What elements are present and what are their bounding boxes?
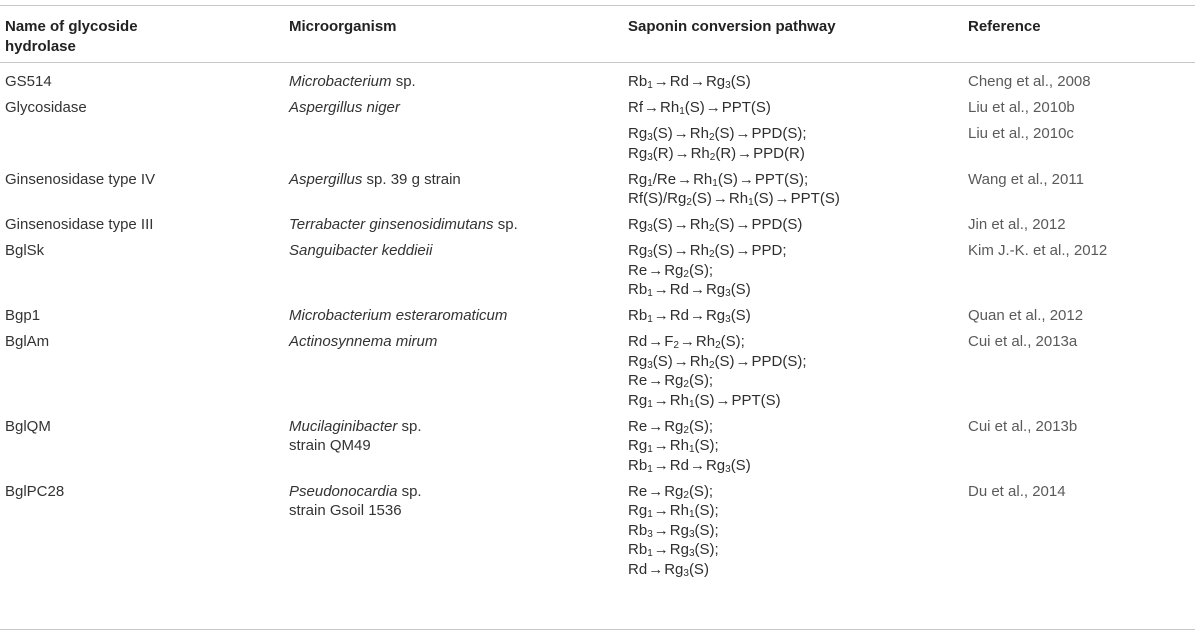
compound-text: Rg [628, 242, 648, 259]
compound-text: (S) [652, 352, 673, 370]
microorganism-line [289, 306, 589, 326]
compound-subscript: 3 [647, 249, 653, 260]
compound-text: (S); [694, 521, 719, 539]
cell-reference: Cui et al., 2013b [968, 417, 1078, 435]
compound-text: PPT(S); [754, 170, 809, 188]
pathway-line [628, 98, 938, 118]
arrow-right-icon: → [648, 417, 664, 435]
header-microorganism: Microorganism [289, 18, 397, 35]
pathway-line [628, 436, 938, 456]
compound-text: PPD(S); [751, 125, 807, 142]
pathway-line [628, 540, 938, 560]
compound-text: PPD(S) [751, 216, 803, 233]
cell-reference: Liu et al., 2010c [968, 125, 1074, 142]
compound-subscript: 1 [647, 288, 653, 299]
arrow-right-icon: → [648, 560, 664, 578]
arrow-right-icon: → [648, 372, 664, 389]
cell-conversion-pathway [628, 332, 938, 410]
table-row [0, 482, 1200, 586]
microorganism-line [289, 482, 589, 502]
header-name-of-glycoside-hydrolase: Name of glycoside hydrolase [5, 18, 138, 55]
cell-conversion-pathway [628, 482, 938, 580]
arrow-right-icon: → [653, 281, 669, 298]
arrow-right-icon: → [774, 190, 790, 207]
compound-subscript: 3 [725, 314, 731, 325]
arrow-right-icon: → [674, 144, 690, 162]
compound-subscript: 3 [647, 528, 653, 540]
compound-text: (S); [720, 333, 745, 350]
compound-subscript: 1 [712, 177, 718, 189]
cell-conversion-pathway [628, 170, 938, 209]
arrow-right-icon: → [689, 307, 705, 324]
compound-subscript: 2 [708, 223, 715, 234]
species-name: Pseudonocardia [289, 482, 398, 500]
cell-reference: Cheng et al., 2008 [968, 73, 1091, 90]
microorganism-line [289, 72, 589, 92]
species-qualifier: sp. [397, 417, 422, 435]
compound-text: Rh [669, 502, 689, 519]
pathway-line [628, 72, 938, 92]
compound-subscript: 1 [647, 548, 653, 559]
cell-reference: Liu et al., 2010b [968, 99, 1075, 116]
cell-microorganism [289, 482, 589, 521]
compound-subscript: 3 [647, 132, 653, 143]
compound-subscript: 2 [683, 379, 689, 390]
pathway-line [628, 144, 938, 164]
pathway-line [628, 241, 938, 261]
species-qualifier: strain Gsoil 1536 [289, 502, 402, 519]
compound-text: Rf [628, 99, 643, 116]
compound-text: (S) [688, 560, 709, 578]
table-bottom-rule [0, 629, 1195, 630]
compound-text: (S) [730, 73, 751, 90]
compound-text: PPD(R) [753, 144, 805, 162]
compound-text: Rg [664, 417, 684, 435]
compound-text: (S); [694, 437, 719, 454]
compound-text: Rb [628, 73, 648, 90]
compound-text: Rg [628, 144, 648, 162]
compound-text: Rg [628, 125, 648, 142]
species-qualifier: sp. [397, 482, 422, 500]
compound-text: (R) [715, 144, 737, 162]
compound-text: Rb [628, 541, 648, 558]
compound-text: (S); [688, 482, 714, 500]
compound-text: (S) [714, 125, 735, 142]
compound-text: Rh [660, 99, 680, 116]
compound-text: Rd [669, 307, 689, 324]
compound-subscript: 1 [647, 463, 653, 475]
arrow-right-icon: → [735, 125, 751, 142]
pathway-line [628, 456, 938, 476]
cell-enzyme-name: GS514 [5, 73, 52, 90]
compound-text: Rb [628, 521, 648, 539]
cell-enzyme-name: BglQM [5, 417, 51, 435]
species-name: Aspergillus [289, 170, 363, 188]
compound-text: Rg [664, 372, 684, 389]
pathway-line [628, 280, 938, 300]
microorganism-line [289, 241, 589, 261]
cell-conversion-pathway [628, 72, 938, 92]
arrow-right-icon: → [653, 456, 669, 474]
species-qualifier: strain QM49 [289, 437, 371, 454]
table-row [0, 306, 1200, 332]
microorganism-line [289, 501, 589, 521]
arrow-right-icon: → [648, 333, 664, 350]
compound-subscript: 1 [748, 197, 754, 208]
arrow-right-icon: → [689, 281, 705, 298]
cell-reference: Wang et al., 2011 [968, 170, 1084, 188]
compound-text: (S) [684, 99, 705, 116]
compound-text: Rh [689, 352, 709, 370]
table-row [0, 124, 1200, 170]
species-name: Aspergillus niger [289, 99, 400, 116]
compound-text: Rd [669, 281, 689, 298]
cell-microorganism [289, 98, 589, 118]
pathway-line [628, 170, 938, 190]
compound-subscript: 3 [688, 548, 695, 559]
compound-subscript: 2 [683, 268, 689, 280]
compound-text: Rh [689, 216, 709, 233]
cell-conversion-pathway [628, 417, 938, 476]
compound-text: Rh [669, 391, 689, 409]
compound-subscript: 1 [647, 509, 653, 520]
compound-text: PPT(S) [790, 190, 840, 207]
compound-text: (S) [714, 216, 735, 233]
table-header-rule [0, 62, 1195, 63]
pathway-line [628, 521, 938, 541]
pathway-line [628, 215, 938, 235]
table-row [0, 170, 1200, 216]
compound-text: (R) [652, 144, 674, 162]
cell-microorganism [289, 306, 589, 326]
cell-conversion-pathway [628, 98, 938, 118]
compound-subscript: 1 [647, 314, 653, 325]
compound-text: Rh [689, 125, 709, 142]
arrow-right-icon: → [689, 456, 705, 474]
compound-text: PPT(S) [731, 391, 781, 409]
cell-microorganism [289, 332, 589, 352]
compound-subscript: 1 [679, 106, 685, 117]
table-row [0, 417, 1200, 482]
arrow-right-icon: → [715, 391, 731, 409]
table-row [0, 98, 1200, 124]
arrow-right-icon: → [735, 216, 751, 233]
compound-text: PPD(S); [751, 352, 807, 370]
pathway-line [628, 352, 938, 372]
compound-text: Rg [628, 170, 648, 188]
pathway-line [628, 560, 938, 580]
cell-enzyme-name: Glycosidase [5, 99, 87, 116]
cell-enzyme-name: Ginsenosidase type III [5, 216, 154, 233]
compound-text: Rg [628, 437, 648, 454]
arrow-right-icon: → [679, 333, 695, 350]
cell-enzyme-name: BglPC28 [5, 482, 65, 500]
table-row [0, 72, 1200, 98]
compound-text: Rh [689, 242, 709, 259]
compound-subscript: 2 [683, 489, 689, 501]
cell-microorganism [289, 241, 589, 261]
compound-text: Rh [695, 333, 716, 350]
compound-text: (S) [714, 352, 735, 370]
compound-text: (S); [694, 541, 719, 558]
compound-text: Rg [705, 281, 726, 298]
compound-subscript: 3 [688, 528, 695, 540]
compound-text: (S); [688, 372, 714, 389]
compound-subscript: 2 [708, 249, 715, 260]
compound-text: (S) [652, 125, 673, 142]
compound-subscript: 1 [647, 177, 653, 189]
compound-text: (S) [753, 190, 774, 207]
pathway-line [628, 124, 938, 144]
arrow-right-icon: → [648, 261, 664, 279]
compound-subscript: 3 [683, 567, 689, 579]
cell-reference: Du et al., 2014 [968, 482, 1066, 500]
cell-microorganism [289, 417, 589, 456]
pathway-line [628, 482, 938, 502]
cell-enzyme-name: Bgp1 [5, 307, 41, 324]
compound-subscript: 2 [715, 340, 721, 351]
arrow-right-icon: → [735, 352, 751, 370]
pathway-line [628, 261, 938, 281]
compound-text: Rd [628, 560, 648, 578]
compound-text: Rb [628, 307, 648, 324]
arrow-right-icon: → [653, 73, 669, 90]
species-name: Mucilaginibacter [289, 417, 398, 435]
arrow-right-icon: → [735, 242, 751, 259]
compound-subscript: 1 [688, 509, 695, 520]
microorganism-line [289, 98, 589, 118]
compound-text: Rg [664, 482, 684, 500]
species-name: Terrabacter ginsenosidimutans [289, 216, 494, 233]
compound-subscript: 1 [688, 398, 695, 410]
compound-subscript: 2 [673, 340, 679, 351]
pathway-line [628, 332, 938, 352]
cell-enzyme-name: BglAm [5, 333, 50, 350]
compound-text: Rb [628, 456, 648, 474]
cell-enzyme-name: Ginsenosidase type IV [5, 170, 156, 188]
cell-microorganism [289, 72, 589, 92]
compound-text: PPD; [751, 242, 787, 259]
compound-text: (S) [714, 242, 735, 259]
compound-text: Re [628, 372, 648, 389]
cell-conversion-pathway [628, 306, 938, 326]
compound-text: Re [628, 482, 648, 500]
compound-text: Rh [690, 144, 710, 162]
compound-text: Rg [669, 541, 689, 558]
species-name: Sanguibacter keddieii [289, 242, 433, 259]
arrow-right-icon: → [653, 541, 669, 558]
compound-text: (S); [688, 417, 714, 435]
microorganism-line [289, 170, 589, 190]
compound-subscript: 2 [708, 132, 715, 143]
pathway-line [628, 189, 938, 209]
compound-text: (S); [694, 502, 719, 519]
compound-text: (S); [688, 261, 714, 279]
compound-text: /Re [652, 170, 677, 188]
cell-conversion-pathway [628, 215, 938, 235]
compound-text: Rg [628, 352, 648, 370]
species-name: Actinosynnema mirum [289, 333, 438, 350]
pathway-line [628, 417, 938, 437]
arrow-right-icon: → [644, 99, 659, 116]
microorganism-line [289, 417, 589, 437]
compound-subscript: 2 [708, 359, 715, 371]
compound-subscript: 3 [647, 223, 653, 234]
cell-conversion-pathway [628, 124, 938, 163]
compound-text: Rh [669, 437, 689, 454]
pathway-line [628, 371, 938, 391]
table-body [0, 72, 1200, 586]
compound-text: (S) [730, 281, 751, 298]
compound-text: (S) [717, 170, 738, 188]
compound-text: Rd [628, 333, 648, 350]
compound-text: Rh [728, 190, 749, 207]
arrow-right-icon: → [737, 144, 753, 162]
compound-text: Rg [628, 216, 648, 233]
species-qualifier: sp. 39 g strain [362, 170, 461, 188]
compound-subscript: 1 [647, 80, 653, 91]
compound-text: (S) [652, 242, 673, 259]
compound-text: Rh [693, 170, 713, 188]
arrow-right-icon: → [705, 99, 721, 116]
cell-reference: Jin et al., 2012 [968, 216, 1066, 233]
compound-subscript: 1 [647, 398, 653, 410]
arrow-right-icon: → [648, 482, 664, 500]
compound-text: Rd [669, 456, 689, 474]
compound-text: (S) [694, 391, 715, 409]
compound-subscript: 2 [683, 424, 689, 436]
arrow-right-icon: → [673, 352, 689, 370]
cell-reference: Cui et al., 2013a [968, 333, 1078, 350]
table-row [0, 241, 1200, 306]
cell-microorganism [289, 215, 589, 235]
arrow-right-icon: → [653, 391, 669, 409]
compound-text: PPT(S) [721, 99, 771, 116]
arrow-right-icon: → [653, 502, 669, 519]
compound-text: Rg [664, 560, 684, 578]
header-saponin-conversion-pathway: Saponin conversion pathway [628, 18, 836, 35]
compound-subscript: 2 [709, 151, 716, 163]
compound-text: F [664, 333, 674, 350]
arrow-right-icon: → [653, 521, 669, 539]
compound-subscript: 3 [725, 288, 731, 299]
microorganism-line [289, 436, 589, 456]
microorganism-line [289, 332, 589, 352]
compound-text: Rg [705, 73, 726, 90]
arrow-right-icon: → [653, 437, 669, 454]
pathway-line [628, 306, 938, 326]
arrow-right-icon: → [673, 216, 689, 233]
table-row [0, 215, 1200, 241]
compound-subscript: 2 [686, 197, 692, 208]
arrow-right-icon: → [653, 307, 669, 324]
compound-text: Rf(S)/Rg [628, 190, 687, 207]
pathway-line [628, 391, 938, 411]
cell-reference: Quan et al., 2012 [968, 307, 1084, 324]
pathway-line [628, 501, 938, 521]
compound-text: Rd [669, 73, 689, 90]
table-top-rule [0, 5, 1195, 6]
compound-text: Rg [669, 521, 689, 539]
compound-text: Rg [628, 502, 648, 519]
compound-text: Rg [628, 391, 648, 409]
compound-text: (S) [652, 216, 673, 233]
table-row [0, 332, 1200, 417]
species-qualifier: sp. [391, 73, 416, 90]
cell-enzyme-name: BglSk [5, 242, 45, 259]
arrow-right-icon: → [677, 170, 693, 188]
compound-subscript: 3 [725, 80, 731, 91]
arrow-right-icon: → [673, 242, 689, 259]
compound-subscript: 3 [647, 151, 653, 163]
species-qualifier: sp. [493, 216, 518, 233]
compound-text: (S) [730, 307, 751, 324]
species-name: Microbacterium esteraromaticum [289, 307, 508, 324]
arrow-right-icon: → [689, 73, 705, 90]
compound-subscript: 3 [725, 463, 731, 475]
arrow-right-icon: → [738, 170, 754, 188]
compound-text: (S) [691, 190, 712, 207]
compound-text: Re [628, 417, 648, 435]
cell-microorganism [289, 170, 589, 190]
compound-subscript: 3 [647, 359, 653, 371]
compound-subscript: 1 [647, 444, 653, 455]
cell-conversion-pathway [628, 241, 938, 300]
compound-text: Rg [664, 261, 684, 279]
microorganism-line [289, 215, 589, 235]
compound-text: Rg [705, 307, 726, 324]
arrow-right-icon: → [712, 190, 728, 207]
header-reference: Reference [968, 18, 1041, 35]
table-header-row [0, 17, 1200, 57]
species-name: Microbacterium [289, 73, 392, 90]
compound-text: Re [628, 261, 648, 279]
compound-subscript: 1 [688, 444, 695, 455]
compound-text: Rg [705, 456, 726, 474]
compound-text: (S) [730, 456, 751, 474]
compound-text: Rb [628, 281, 648, 298]
arrow-right-icon: → [673, 125, 689, 142]
cell-reference: Kim J.-K. et al., 2012 [968, 242, 1108, 259]
